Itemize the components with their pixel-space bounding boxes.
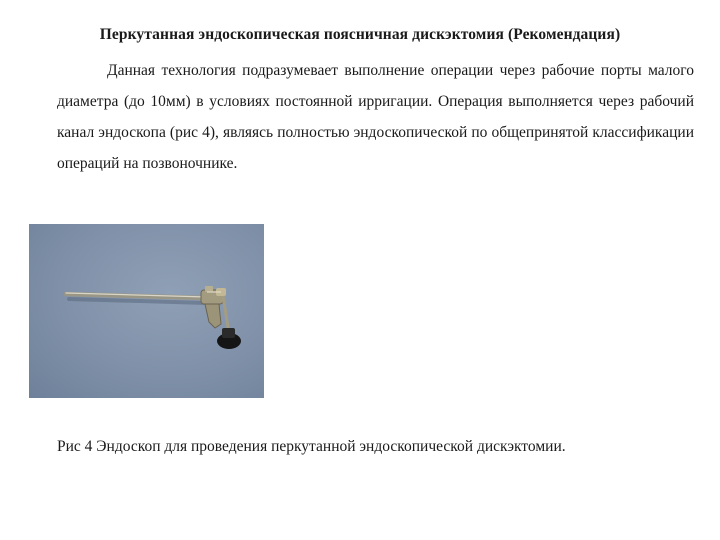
endoscope-photo xyxy=(29,224,264,398)
body-paragraph: Данная технология подразумевает выполнение операции через рабочие порты малого диаметра (до 10мм) в условиях постоянной ирригации. Операция выполняется через рабочий канал эндоскопа (рис 4), являясь полностью эндоскопической по общепринятой классификации операций на позвоночнике. xyxy=(57,62,694,172)
endoscope-image xyxy=(29,224,264,398)
figure-caption: Рис 4 Эндоскоп для проведения перкутанной эндоскопической дискэктомии. xyxy=(57,438,566,455)
document-title: Перкутанная эндоскопическая поясничная дискэктомия (Рекомендация) xyxy=(99,26,621,43)
